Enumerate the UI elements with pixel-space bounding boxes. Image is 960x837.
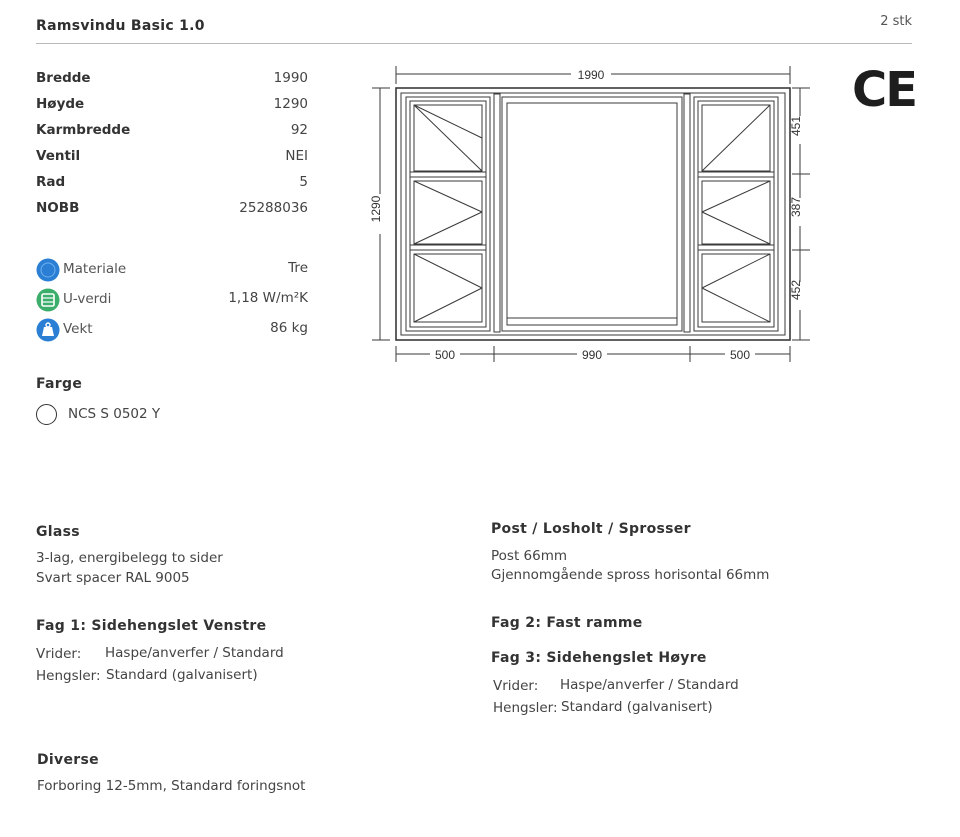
- dim-right-top: 451: [789, 115, 803, 137]
- color-swatch: [36, 404, 57, 425]
- spec-label: Høyde: [36, 96, 85, 112]
- spec-row-hoyde: [36, 96, 308, 114]
- dim-width: 1990: [577, 68, 605, 82]
- diverse-heading: Diverse: [37, 752, 99, 768]
- dim-bottom-left: 500: [434, 348, 456, 362]
- spec-row-rad: [36, 174, 308, 192]
- spec-value: 1290: [273, 96, 308, 112]
- ce-mark: CE: [852, 62, 917, 118]
- fag1-hengsler-label: Hengsler:: [36, 668, 101, 684]
- spec-row-bredde: [36, 70, 308, 88]
- fag1-vrider-value: Haspe/anverfer / Standard: [105, 645, 284, 661]
- fag3-hengsler-label: Hengsler:: [493, 700, 558, 716]
- dim-right-middle: 387: [789, 196, 803, 218]
- property-label: Materiale: [63, 261, 127, 277]
- glass-line-1: 3-lag, energibelegg to sider: [36, 550, 223, 566]
- glass-heading: Glass: [36, 524, 80, 540]
- spec-label: Bredde: [36, 70, 91, 86]
- weight-icon: [36, 318, 60, 342]
- spec-label: Ventil: [36, 148, 81, 164]
- spec-value: 25288036: [239, 200, 308, 216]
- spec-label: Rad: [36, 174, 66, 190]
- dim-bottom-right: 500: [729, 348, 751, 362]
- spec-value: 1990: [273, 70, 308, 86]
- dim-bottom-middle: 990: [581, 348, 603, 362]
- spec-value: 5: [299, 174, 308, 190]
- spec-row-karmbredde: [36, 122, 308, 140]
- color-heading: Farge: [36, 376, 83, 392]
- spec-label: Karmbredde: [36, 122, 131, 138]
- spec-label: NOBB: [36, 200, 80, 216]
- color-value: NCS S 0502 Y: [68, 406, 161, 422]
- fag3-vrider-value: Haspe/anverfer / Standard: [560, 677, 739, 693]
- fag1-heading: Fag 1: Sidehengslet Venstre: [36, 618, 267, 634]
- spec-value: 92: [290, 122, 308, 138]
- property-label: Vekt: [63, 321, 93, 337]
- property-u-verdi: [36, 288, 308, 312]
- window-drawing: [366, 60, 816, 370]
- material-icon: [36, 258, 60, 282]
- fag1-hengsler-value: Standard (galvanisert): [106, 667, 258, 683]
- property-value: 1,18 W/m²K: [228, 290, 308, 306]
- post-line-1: Post 66mm: [491, 548, 568, 564]
- glass-line-2: Svart spacer RAL 9005: [36, 570, 190, 586]
- spec-row-ventil: [36, 148, 308, 166]
- product-title: Ramsvindu Basic 1.0: [36, 18, 205, 34]
- fag3-hengsler-value: Standard (galvanisert): [561, 699, 713, 715]
- property-vekt: [36, 318, 308, 342]
- quantity-label: 2 stk: [880, 14, 912, 29]
- property-materiale: [36, 258, 308, 282]
- header-divider: [36, 43, 912, 44]
- fag2-heading: Fag 2: Fast ramme: [491, 615, 643, 631]
- post-heading: Post / Losholt / Sprosser: [491, 521, 691, 537]
- property-label: U-verdi: [63, 291, 112, 307]
- fag3-vrider-label: Vrider:: [493, 678, 539, 694]
- diverse-text: Forboring 12-5mm, Standard foringsnot: [37, 778, 306, 794]
- property-value: 86 kg: [270, 320, 308, 336]
- fag3-heading: Fag 3: Sidehengslet Høyre: [491, 650, 707, 666]
- dim-right-bottom: 452: [789, 279, 803, 301]
- u-value-icon: [36, 288, 60, 312]
- post-line-2: Gjennomgående spross horisontal 66mm: [491, 567, 770, 583]
- property-value: Tre: [288, 260, 308, 276]
- dim-height: 1290: [369, 195, 383, 223]
- spec-value: NEI: [285, 148, 308, 164]
- fag1-vrider-label: Vrider:: [36, 646, 82, 662]
- spec-row-nobb: [36, 200, 308, 218]
